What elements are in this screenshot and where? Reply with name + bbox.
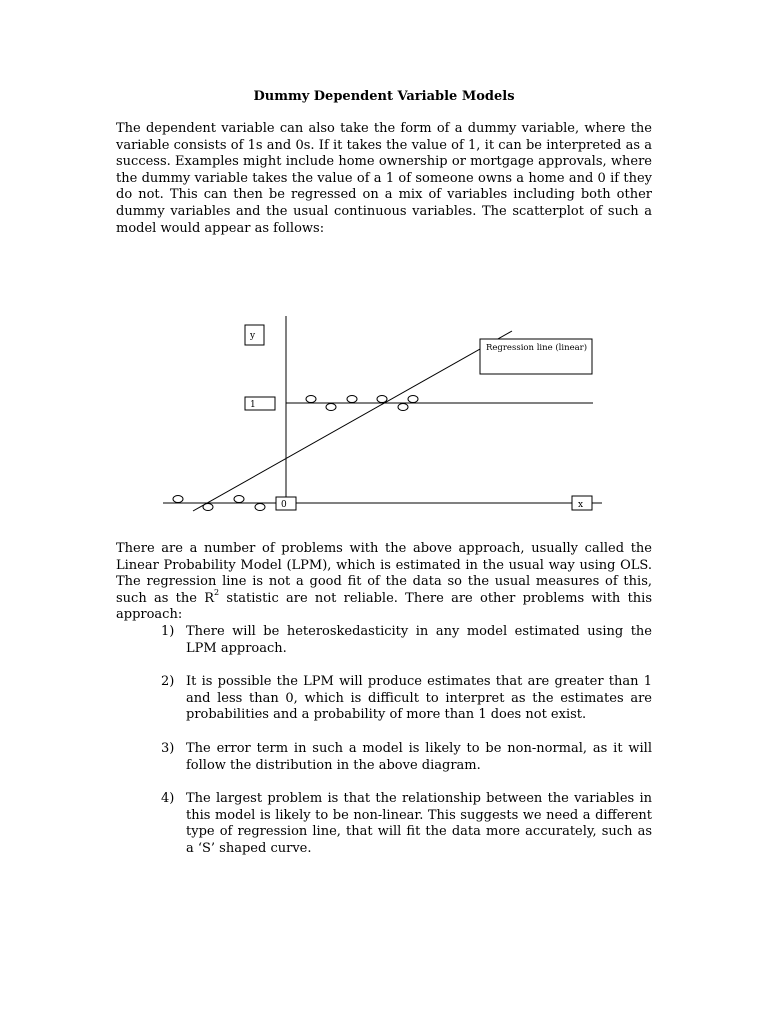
- problems-paragraph: [116, 541, 652, 624]
- list-item-number: 2): [161, 674, 175, 690]
- list-item-text: It is possible the LPM will produce estimates that are greater than 1 and less than 0, which is difficult to interpret as the estimates are probabilities and a probability of more than 1 does not exist.: [186, 674, 652, 723]
- problems-list: [116, 624, 652, 875]
- regression-line: [193, 331, 512, 511]
- data-point: [203, 504, 213, 511]
- data-point: [408, 396, 418, 403]
- one-label: 1: [250, 400, 256, 410]
- problems-text-start: There are a number of problems with the above approach, usually called the Linear Probability Model (LPM), which is estimated in the usual way using OLS. The regression line is not a good fit of the data so the usual measures of this, such as the R: [116, 541, 652, 606]
- data-point: [347, 396, 357, 403]
- list-item: [116, 791, 652, 857]
- intro-paragraph: The dependent variable can also take the form of a dummy variable, where the variable consists of 1s and 0s. If it takes the value of 1, it can be interpreted as a success. Examples might include home ownership or mortgage approvals, where the dummy variable takes the value of a 1 of someone owns a home and 0 if they do not. This can then be regressed on a mix of variables including both other dummy variables and the usual continuous variables. The scatterplot of such a model would appear as follows:: [116, 121, 652, 236]
- data-point: [377, 396, 387, 403]
- list-item-number: 3): [161, 740, 175, 756]
- list-item-text: The largest problem is that the relationship between the variables in this model is likely to be non-linear. This suggests we need a different type of regression line, that will fit the data more accurately, such as a ‘S’ shaped curve.: [186, 791, 652, 856]
- data-point: [234, 496, 244, 503]
- r-squared-superscript: 2: [214, 588, 220, 598]
- data-point: [326, 404, 336, 411]
- list-item-number: 4): [161, 791, 175, 807]
- regression-label: Regression line (linear): [486, 343, 588, 353]
- data-point: [306, 396, 316, 403]
- x-label: x: [578, 500, 584, 510]
- y-label-box: [245, 325, 264, 345]
- regression-label-box: [480, 339, 592, 374]
- data-point: [255, 504, 265, 511]
- list-item: [116, 624, 652, 657]
- list-item-text: There will be heteroskedasticity in any model estimated using the LPM approach.: [186, 624, 652, 656]
- problems-text-end: statistic are not reliable. There are other problems with this approach:: [116, 590, 652, 623]
- list-item: [116, 674, 652, 724]
- lpm-scatter-diagram: [0, 300, 768, 530]
- zero-label: 0: [281, 500, 287, 510]
- list-item: [116, 741, 652, 774]
- data-point: [173, 496, 183, 503]
- one-label-box: [245, 397, 275, 410]
- y-label: y: [250, 331, 256, 341]
- list-item-text: The error term in such a model is likely to be non-normal, as it will follow the distribution in the above diagram.: [186, 740, 652, 773]
- list-item-number: 1): [161, 624, 175, 639]
- document-title: Dummy Dependent Variable Models: [253, 89, 515, 104]
- data-point: [398, 404, 408, 411]
- x-label-box: [572, 496, 592, 510]
- zero-label-box: [276, 497, 296, 510]
